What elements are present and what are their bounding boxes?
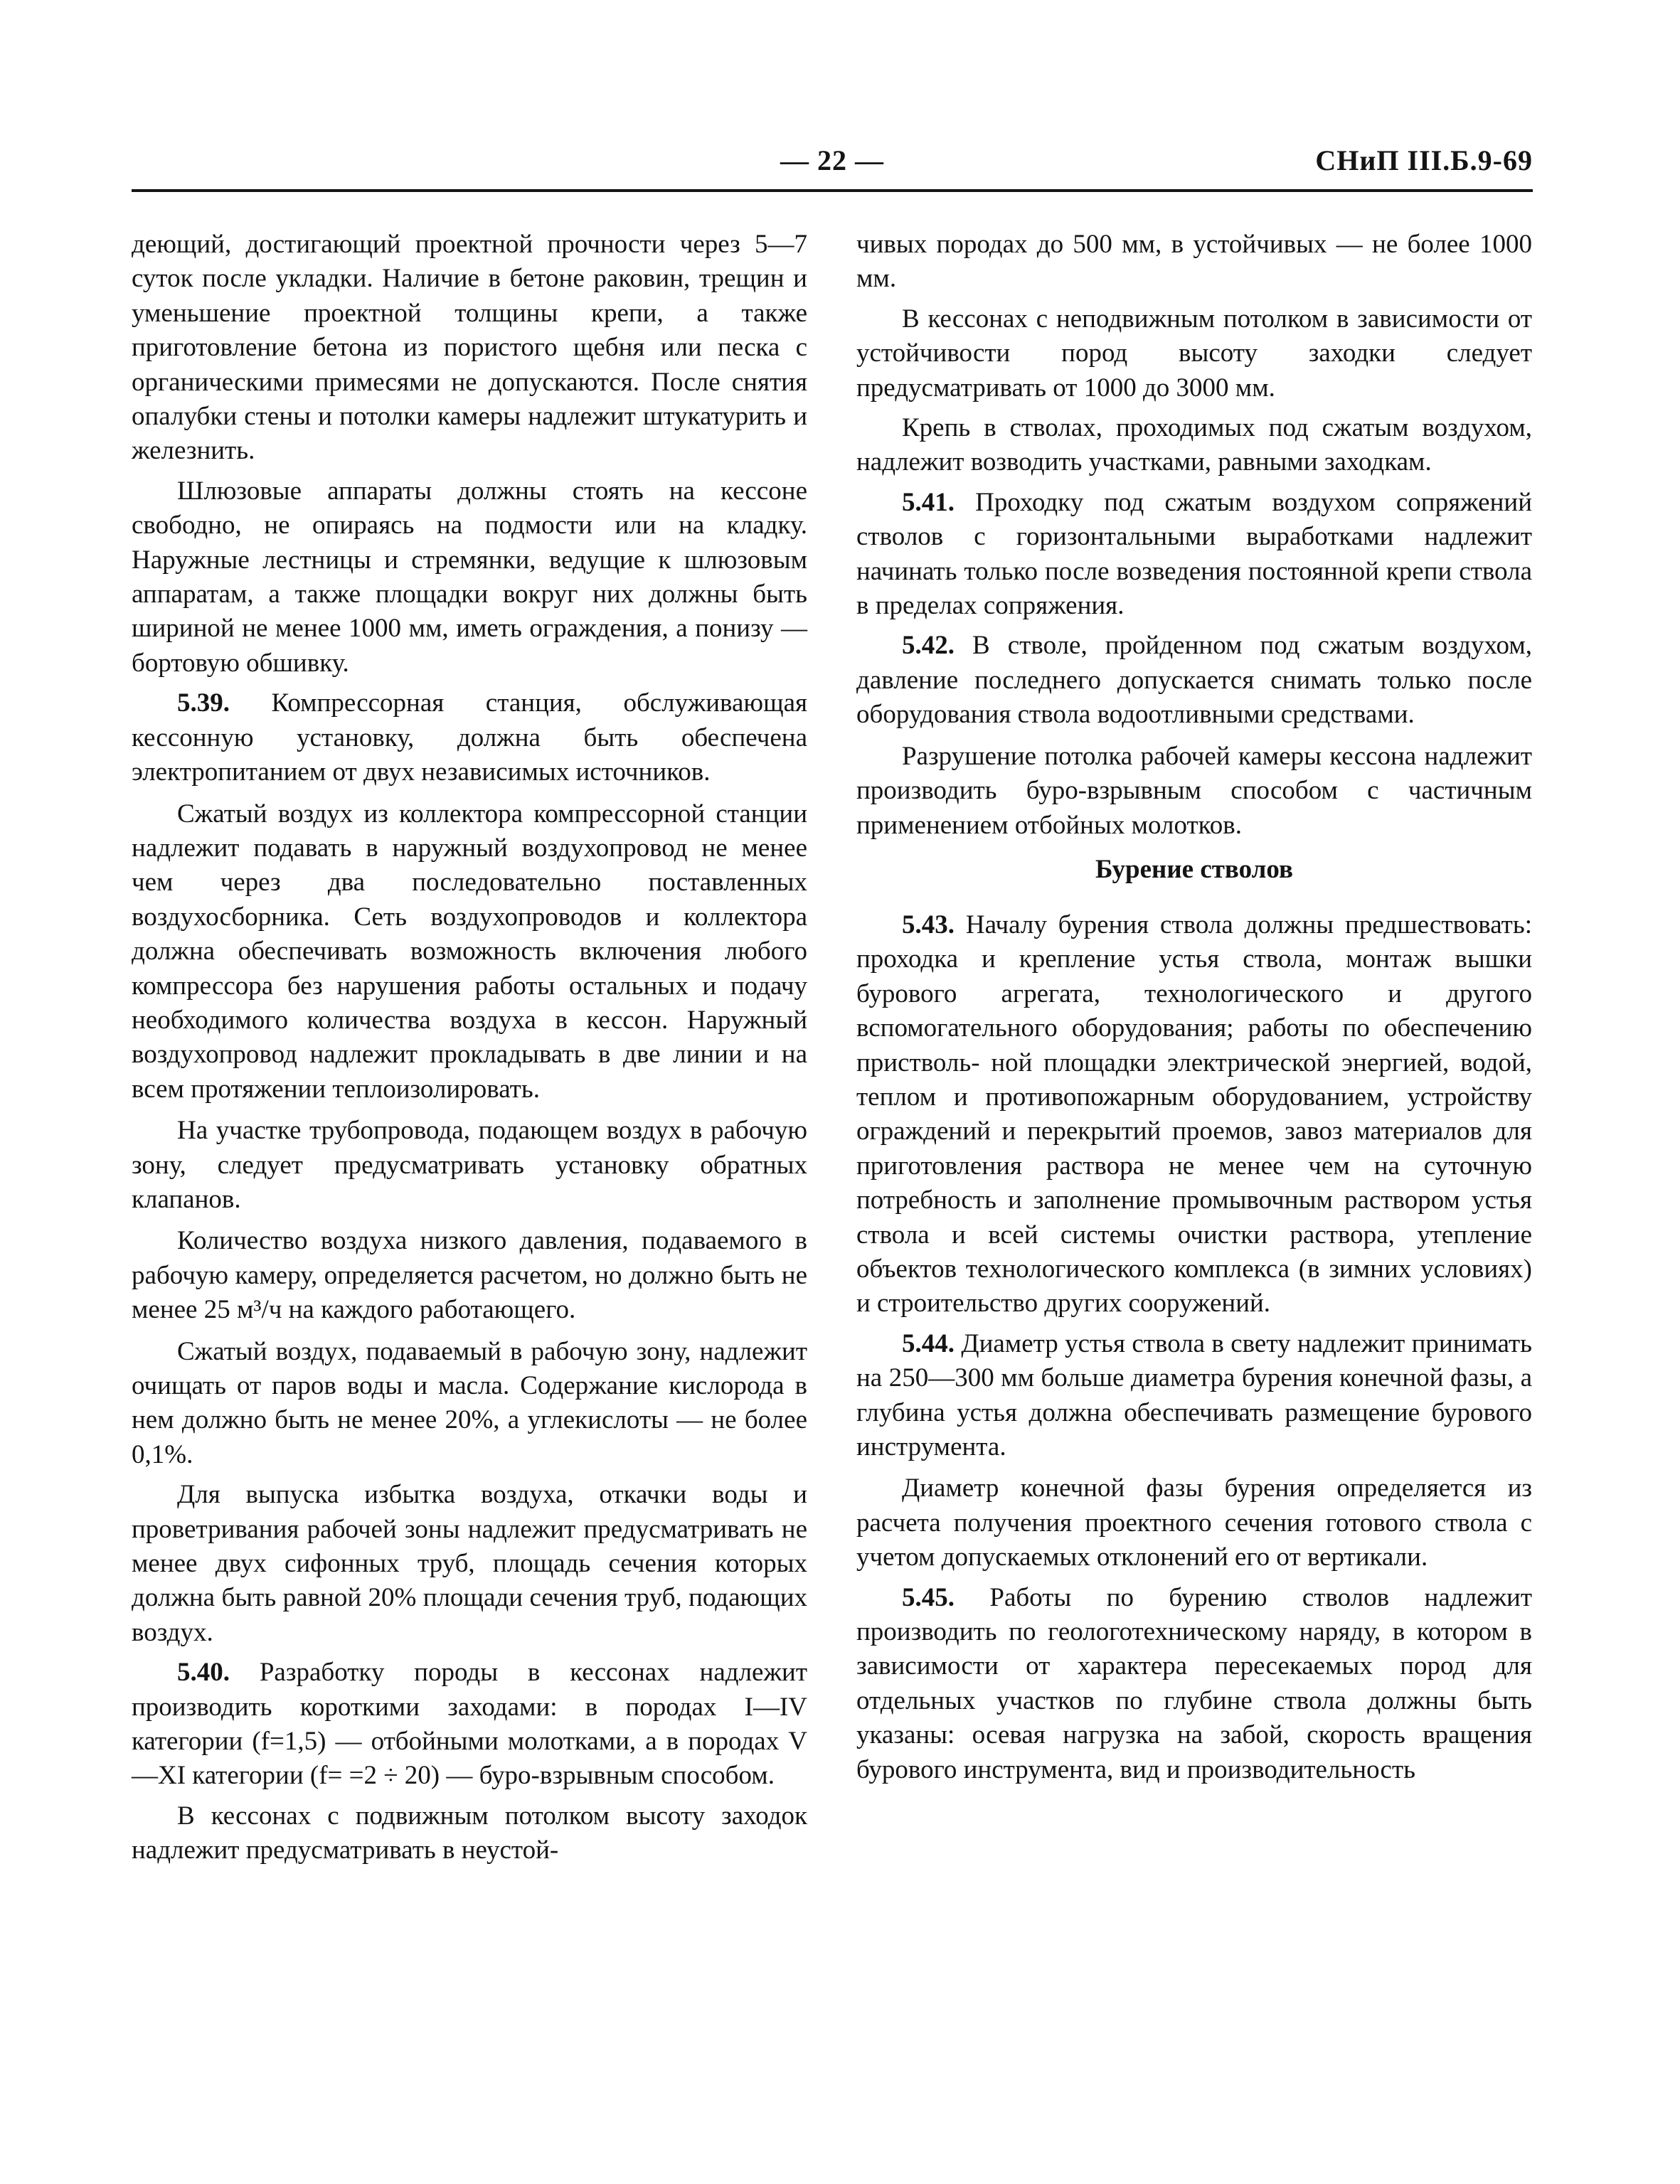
paragraph: чивых породах до 500 мм, в устойчивых — не более 1000 мм.: [856, 230, 1532, 294]
clause-number: 5.40.: [177, 1658, 230, 1688]
left-column: [132, 228, 807, 1874]
section-title: Бурение стволов: [1095, 854, 1293, 884]
page-number: — 22 —: [780, 144, 884, 176]
clause-number: 5.44.: [902, 1328, 955, 1358]
paragraph: Количество воздуха низкого давления, подаваемого в рабочую камеру, определяется расчетом, но должно быть не менее 25 м³/ч на каждого работающего.: [132, 1226, 807, 1325]
clause-number: 5.42.: [902, 631, 955, 661]
clause-text: Проходку под сжатым воздухом сопряжений стволов с горизонтальными выработками надлежит начинать только после возведения постоянной крепи ствола в пределах сопряжения.: [856, 487, 1532, 621]
paragraph-5-41: [856, 486, 1532, 624]
header-rule: [132, 189, 1533, 192]
clause-text: Разработку породы в кессонах надлежит производить короткими заходами: в породах I—IV категории (f=1,5) — отбойными молотками, а в породах V—XI категории (f= =2 ÷ 20) — буро-взрывным способом.: [132, 1658, 808, 1791]
paragraph-5-39: [132, 686, 807, 789]
paragraph-5-40: [132, 1656, 807, 1794]
paragraph: В кессонах с неподвижным потолком в зависимости от устойчивости пород высоту заходки следует предусматривать от 1000 до 3000 мм.: [856, 304, 1532, 403]
paragraph: В кессонах с подвижным потолком высоту заходок надлежит предусматривать в неустой-: [132, 1801, 807, 1865]
paragraph: Шлюзовые аппараты должны стоять на кессоне свободно, не опираясь на подмости или на кладку. Наружные лестницы и стремянки, ведущие к шлюзовым аппаратам, а также площадки вокруг них должны быть шириной не менее 1000 мм, иметь ограждения, а понизу — бортовую обшивку.: [132, 476, 807, 678]
paragraph-5-42: [856, 629, 1532, 732]
paragraph-5-44: [856, 1327, 1532, 1465]
paragraph: Диаметр конечной фазы бурения определяется из расчета получения проектного сечения готового ствола с учетом допускаемых отклонений его от вертикали.: [856, 1474, 1532, 1572]
right-column: [856, 228, 1532, 1793]
clause-text: В стволе, пройденном под сжатым воздухом, давление последнего допускается снимать только после оборудования ствола водоотливными средствами.: [856, 631, 1533, 730]
clause-text: Компрессорная станция, обслуживающая кессонную установку, должна быть обеспечена электропитанием от двух независимых источников.: [132, 688, 808, 787]
paragraph: Сжатый воздух из коллектора компрессорной станции надлежит подавать в наружный воздухопровод не менее чем через два последовательно поставленных воздухосборника. Сеть воздухопроводов и коллектора должна обеспечивать возможность включения любого компрессора без нарушения работы остальных и подачу необходимого количества воздуха в кессон. Наружный воздухопровод надлежит прокладывать в две линии и на всем протяжении теплоизолировать.: [132, 799, 807, 1104]
clause-text: Началу бурения ствола должны предшествовать: проходка и крепление устья ствола, монтаж вышки бурового агрегата, технологического и другого вспомогательного оборудования; работы по обеспечению пристволь- ной площадки электрической энергией, водой, теплом и противопожарным оборудованием, устройству ограждений и перекрытий проемов, завоз материалов для приготовления раствора не менее чем на суточную потребность и заполнение промывочным раствором устья ствола и всей системы очистки раствора, утепление объектов технологического комплекса (в зимних условиях) и строительство других сооружений.: [856, 910, 1532, 1319]
clause-number: 5.41.: [902, 487, 955, 517]
paragraph: деющий, достигающий проектной прочности через 5—7 суток после укладки. Наличие в бетоне раковин, трещин и уменьшение проектной толщины крепи, а также приготовление бетона из пористого щебня или песка с органическими примесями не допускаются. После снятия опалубки стены и потолки камеры надлежит штукатурить и железнить.: [132, 230, 807, 466]
paragraph: Сжатый воздух, подаваемый в рабочую зону, надлежит очищать от паров воды и масла. Содержание кислорода в нем должно быть не менее 20%, а углекислоты — не более 0,1%.: [132, 1336, 807, 1469]
clause-number: 5.45.: [902, 1582, 955, 1612]
paragraph-5-45: [856, 1581, 1532, 1787]
clause-text: Диаметр устья ствола в свету надлежит принимать на 250—300 мм больше диаметра бурения конечной фазы, а глубина устья должна обеспечивать размещение бурового инструмента.: [856, 1328, 1532, 1461]
paragraph: Для выпуска избытка воздуха, откачки воды и проветривания рабочей зоны надлежит предусматривать не менее двух сифонных труб, площадь сечения которых должна быть равной 20% площади сечения труб, подающих воздух.: [132, 1480, 807, 1647]
page-header: [132, 139, 1533, 192]
paragraph: Крепь в стволах, проходимых под сжатым воздухом, надлежит возводить участками, равными заходкам.: [856, 413, 1532, 477]
clause-number: 5.39.: [177, 688, 230, 718]
paragraph-5-43: [856, 908, 1532, 1321]
clause-text: Работы по бурению стволов надлежит производить по геологотехническому наряду, в котором в зависимости от характера пересекаемых пород для отдельных участков по глубине ствола должны быть указаны: осевая нагрузка на забой, скорость вращения бурового инструмента, вид и производительность: [856, 1582, 1532, 1784]
paragraph: Разрушение потолка рабочей камеры кессона надлежит производить буро-взрывным способом с частичным применением отбойных молотков.: [856, 741, 1532, 840]
clause-number: 5.43.: [902, 910, 955, 939]
document-code: СНиП III.Б.9-69: [1315, 144, 1533, 176]
paragraph: На участке трубопровода, подающем воздух в рабочую зону, следует предусматривать установку обратных клапанов.: [132, 1116, 807, 1214]
